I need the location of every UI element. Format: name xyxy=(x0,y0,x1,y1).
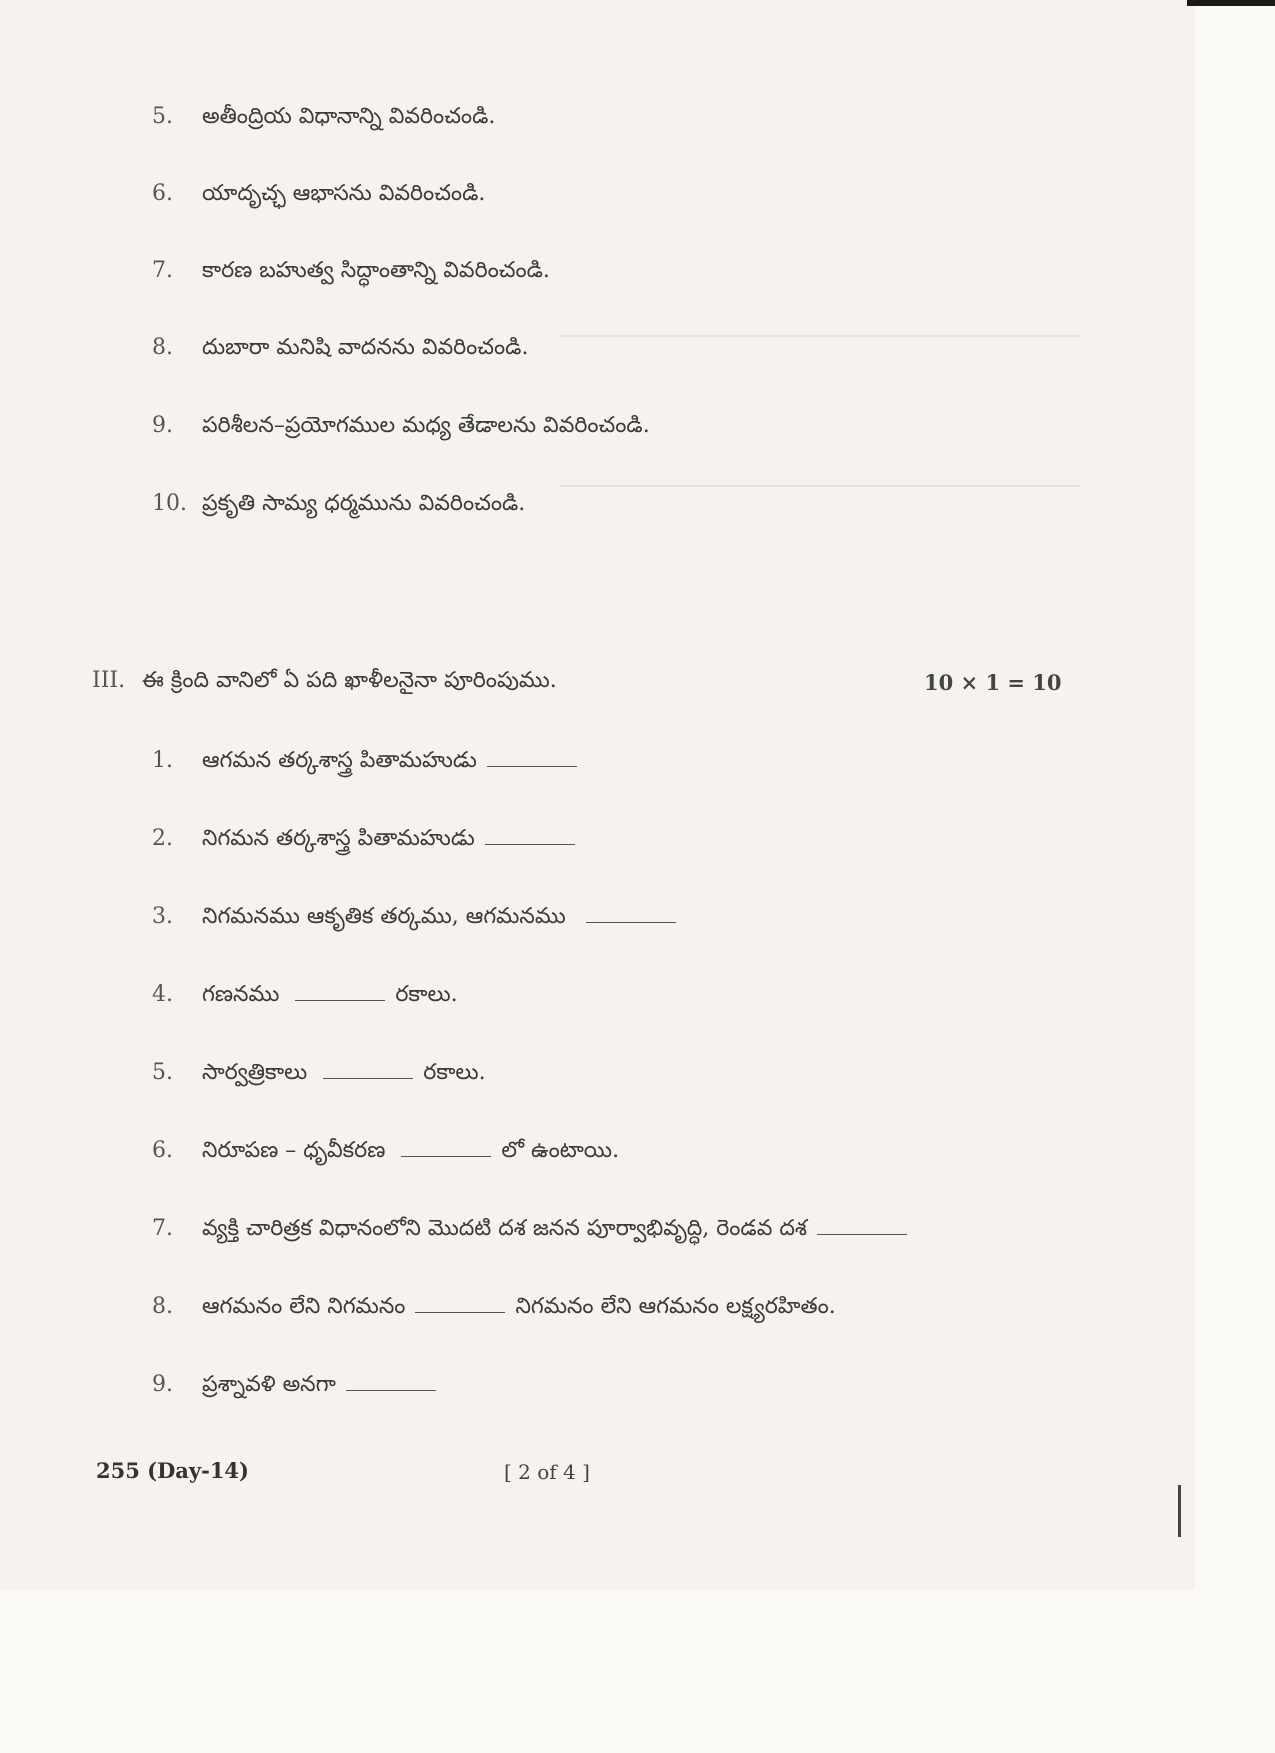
paper-code: 255 (Day-14) xyxy=(96,1458,249,1483)
blank-text-after: లో ఉంటాయి. xyxy=(501,1138,620,1163)
question-text: కారణ బహుత్వ సిద్ధాంతాన్ని వివరించండి. xyxy=(202,258,550,283)
blank-item xyxy=(152,826,585,856)
blank-text: గణనము xyxy=(202,982,280,1007)
question-number: 8. xyxy=(152,335,173,360)
question-item xyxy=(152,335,528,365)
question-text: అతీంద్రియ విధానాన్ని వివరించండి. xyxy=(202,104,496,129)
answer-blank xyxy=(487,750,577,767)
blank-item xyxy=(152,1216,917,1246)
answer-blank xyxy=(346,1374,436,1391)
answer-blank xyxy=(323,1062,413,1079)
question-number: 7. xyxy=(152,258,173,283)
blank-item xyxy=(152,748,587,778)
blank-item xyxy=(152,1294,836,1324)
question-text: యాదృచ్ఛ ఆభాసను వివరించండి. xyxy=(202,181,486,206)
blank-text: సార్వత్రికాలు xyxy=(202,1060,308,1085)
answer-blank xyxy=(817,1218,907,1235)
scan-edge-mark xyxy=(1187,0,1275,6)
blank-number: 9. xyxy=(152,1372,173,1397)
blank-number: 1. xyxy=(152,748,173,773)
blank-number: 5. xyxy=(152,1060,173,1085)
page-number: [ 2 of 4 ] xyxy=(504,1460,590,1484)
question-text: ప్రకృతి సామ్య ధర్మమును వివరించండి. xyxy=(202,491,526,516)
blank-number: 2. xyxy=(152,826,173,851)
section-iii-heading xyxy=(92,668,557,698)
show-through-line xyxy=(560,485,1080,487)
section-instruction: ఈ క్రింది వానిలో ఏ పది ఖాళీలనైనా పూరింపుము. xyxy=(142,668,557,693)
blank-item xyxy=(152,904,686,934)
blank-number: 6. xyxy=(152,1138,173,1163)
blank-text: ప్రశ్నావళి అనగా xyxy=(202,1372,336,1397)
blank-text: వ్యక్తి చారిత్రక విధానంలోని మొదటి దశ జనన పూర్వాభివృద్ధి, రెండవ దశ xyxy=(202,1216,807,1241)
blank-item xyxy=(152,1138,619,1168)
question-item xyxy=(152,413,650,443)
blank-item xyxy=(152,1060,486,1090)
blank-number: 3. xyxy=(152,904,173,929)
answer-blank xyxy=(295,984,385,1001)
answer-blank xyxy=(485,828,575,845)
show-through-line xyxy=(560,335,1080,337)
blank-text: ఆగమన తర్కశాస్త్ర పితామహుడు xyxy=(202,748,477,773)
section-number: III. xyxy=(92,668,126,693)
blank-text: నిగమనము ఆకృతిక తర్కము, ఆగమనము xyxy=(202,904,566,929)
blank-item xyxy=(152,982,458,1012)
answer-blank xyxy=(586,906,676,923)
question-item xyxy=(152,104,495,134)
question-number: 5. xyxy=(152,104,173,129)
blank-text: నిగమన తర్కశాస్త్ర పితామహుడు xyxy=(202,826,475,851)
section-marks: 10 × 1 = 10 xyxy=(924,670,1062,695)
question-text: దుబారా మనిషి వాదనను వివరించండి. xyxy=(202,335,529,360)
question-number: 6. xyxy=(152,181,173,206)
blank-item xyxy=(152,1372,446,1402)
question-number: 9. xyxy=(152,413,173,438)
answer-blank xyxy=(415,1296,505,1313)
answer-blank xyxy=(401,1140,491,1157)
blank-number: 7. xyxy=(152,1216,173,1241)
question-text: పరిశీలన–ప్రయోగముల మధ్య తేడాలను వివరించండి. xyxy=(202,413,650,438)
question-item xyxy=(152,491,525,521)
question-number: 10. xyxy=(152,491,187,516)
question-item xyxy=(152,181,485,211)
blank-text-after: రకాలు. xyxy=(395,982,458,1007)
blank-text: ఆగమనం లేని నిగమనం xyxy=(202,1294,406,1319)
blank-number: 4. xyxy=(152,982,173,1007)
fold-mark xyxy=(1178,1485,1181,1537)
blank-text-after: నిగమనం లేని ఆగమనం లక్ష్యరహితం. xyxy=(515,1294,836,1319)
blank-text: నిరూపణ – ధృవీకరణ xyxy=(202,1138,386,1163)
blank-number: 8. xyxy=(152,1294,173,1319)
blank-text-after: రకాలు. xyxy=(423,1060,486,1085)
question-item xyxy=(152,258,550,288)
